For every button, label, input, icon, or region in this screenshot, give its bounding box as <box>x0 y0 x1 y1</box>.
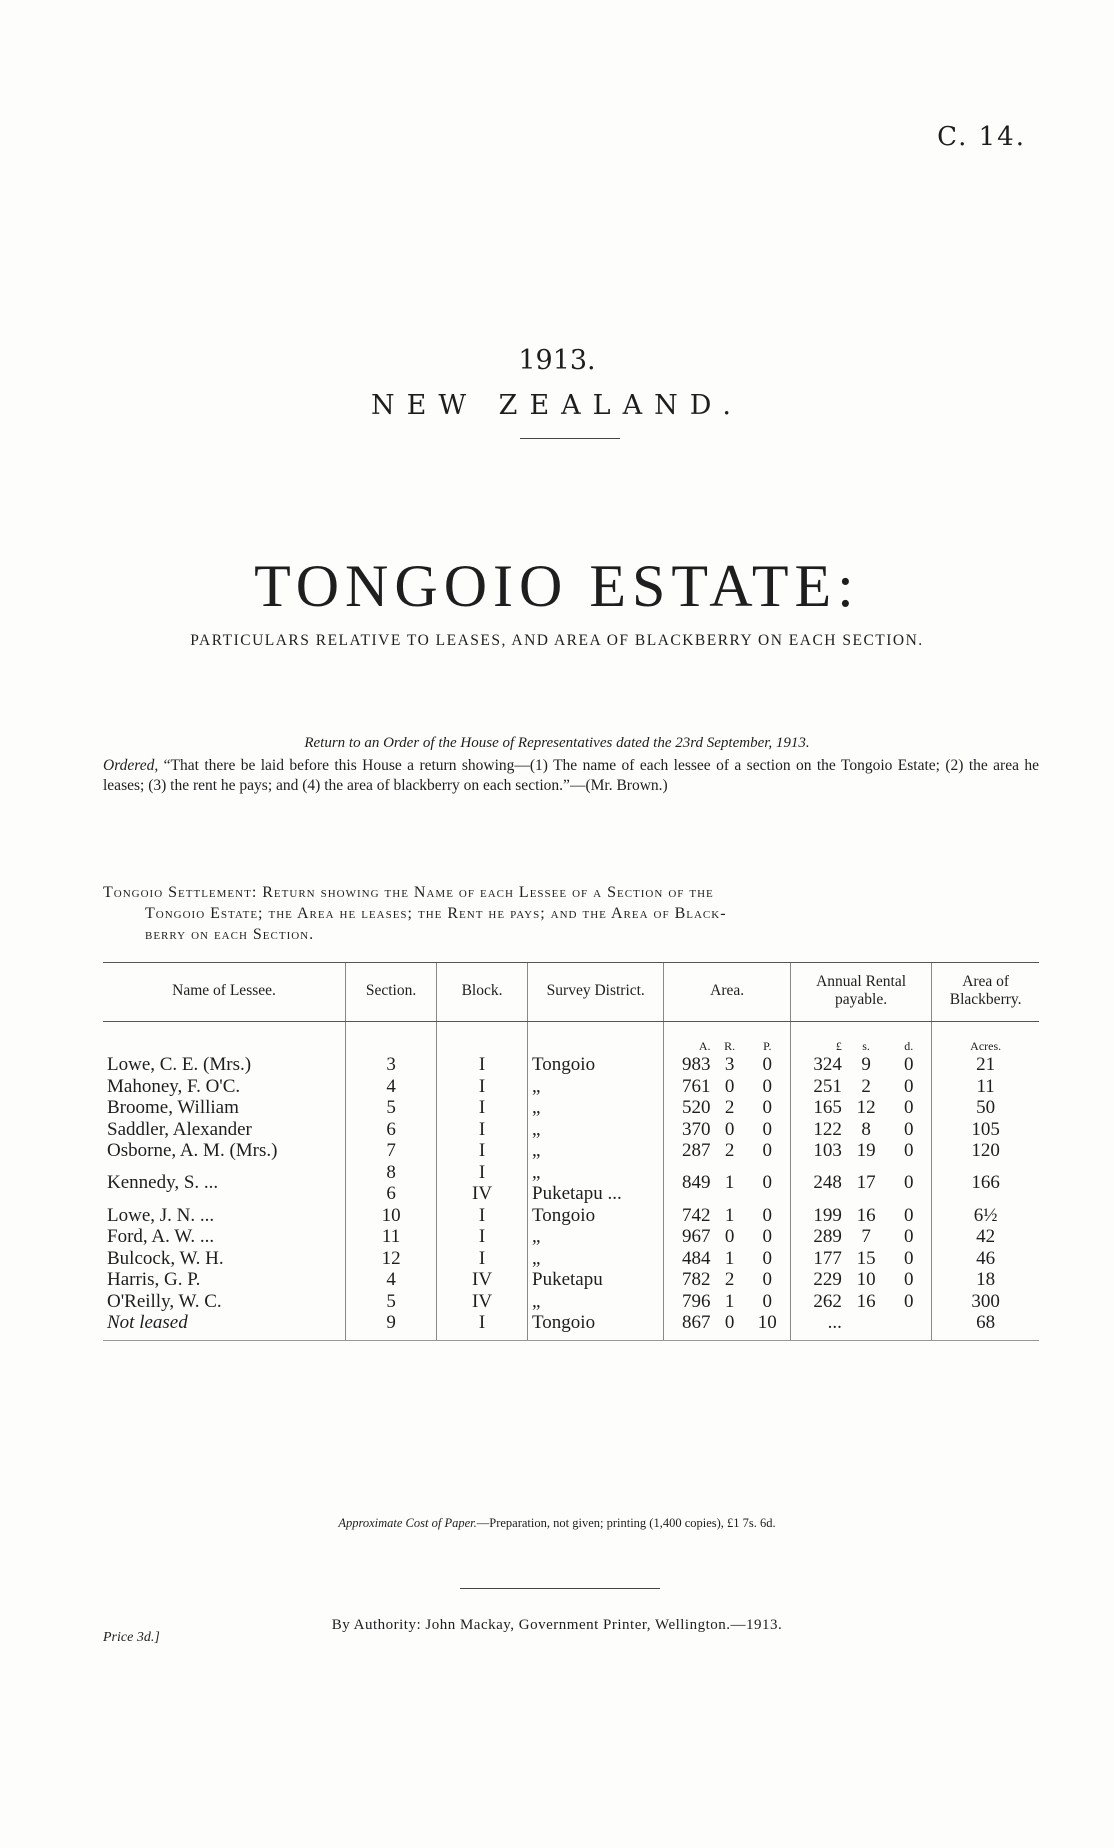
area-acres: 484 <box>664 1248 715 1270</box>
table-row <box>103 1054 1039 1076</box>
district-cell: „ <box>528 1291 664 1313</box>
rent-pence: 0 <box>904 1118 914 1140</box>
lessee-name: O'Reilly, W. C. <box>107 1290 222 1312</box>
district-cell: „ <box>528 1119 664 1141</box>
table-heading-line: berry on each Section. <box>145 926 315 943</box>
block-cell: I <box>437 1097 528 1119</box>
section-cell: 4 <box>346 1269 437 1291</box>
rent-shillings: 16 <box>856 1290 876 1312</box>
table-row <box>103 1248 1039 1270</box>
rent-shillings <box>846 1312 886 1340</box>
rent-shillings: 10 <box>856 1269 876 1290</box>
area-acres: 967 <box>664 1226 715 1248</box>
district-cell: „ <box>528 1076 664 1098</box>
rent-pence <box>886 1312 931 1340</box>
table-row <box>103 1140 1039 1162</box>
cost-label: Approximate Cost of Paper. <box>338 1516 477 1530</box>
rent-pounds: 289 <box>790 1226 846 1248</box>
district-cell-line: Puketapu ... <box>532 1183 622 1204</box>
block-cell: I <box>437 1119 528 1141</box>
ordered-text: “That there be laid before this House a return showing—(1) The name of each lessee of a section on the Tongoio Estate; (2) the area he leases; (3) the rent he pays; and (4) the area of blackberry on each section.”—(Mr. Brown.) <box>103 757 1039 794</box>
block-cell-line: IV <box>472 1183 493 1204</box>
district-cell: Tongoio <box>528 1312 664 1340</box>
lessee-name: Broome, William <box>107 1097 239 1118</box>
unit-shillings: s. <box>862 1039 870 1053</box>
section-cell: 5 <box>346 1291 437 1313</box>
lessee-name: Bulcock, W. H. <box>107 1247 224 1269</box>
rent-pounds: 262 <box>790 1291 846 1313</box>
area-roods: 2 <box>724 1140 735 1161</box>
district-cell <box>528 1162 664 1205</box>
header-area: Area. <box>664 963 790 1022</box>
lessee-name: Saddler, Alexander <box>107 1118 252 1140</box>
header-name: Name of Lessee. <box>103 963 346 1022</box>
area-perches: 0 <box>762 1204 773 1226</box>
rent-pence: 0 <box>904 1269 914 1290</box>
blackberry-acres: 46 <box>932 1248 1039 1270</box>
lessee-name: Mahoney, F. O'C. <box>107 1075 241 1097</box>
rent-pounds: 251 <box>790 1076 846 1098</box>
blackberry-acres: 11 <box>932 1076 1039 1098</box>
section-cell: 4 <box>346 1076 437 1098</box>
lessee-name: Lowe, C. E. (Mrs.) <box>107 1054 252 1075</box>
unit-blackberry-acres: Acres. <box>932 1022 1039 1055</box>
block-cell <box>437 1162 528 1205</box>
area-roods: 0 <box>724 1075 735 1097</box>
block-cell: IV <box>437 1291 528 1313</box>
return-order: Return to an Order of the House of Representatives dated the 23rd September, 1913. <box>304 735 810 751</box>
lessee-name: Harris, G. P. <box>107 1269 201 1290</box>
header-blackberry: Area of Blackberry. <box>932 963 1039 1022</box>
section-cell-line: 8 <box>386 1161 396 1183</box>
printer-authority: By Authority: John Mackay, Government Printer, Wellington.—1913. <box>331 1617 783 1633</box>
block-cell: I <box>437 1312 528 1340</box>
blackberry-acres: 166 <box>932 1162 1039 1205</box>
rent-shillings: 16 <box>856 1204 876 1226</box>
table-row <box>103 1312 1039 1340</box>
area-perches: 0 <box>762 1269 773 1290</box>
blackberry-acres: 120 <box>932 1140 1039 1162</box>
rent-pounds: 122 <box>790 1119 846 1141</box>
rent-shillings: 12 <box>856 1097 876 1118</box>
section-cell: 5 <box>346 1097 437 1119</box>
rent-pence: 0 <box>904 1290 914 1312</box>
rent-pounds: 248 <box>790 1162 846 1205</box>
block-cell-line: I <box>478 1161 486 1183</box>
lessee-name: Lowe, J. N. ... <box>107 1204 215 1226</box>
district-cell: „ <box>528 1248 664 1270</box>
document-reference: C. 14. <box>937 122 1026 152</box>
area-perches: 0 <box>762 1172 773 1194</box>
rent-shillings: 9 <box>861 1054 871 1075</box>
block-cell: I <box>437 1140 528 1162</box>
rent-pence: 0 <box>904 1054 914 1075</box>
unit-pence: d. <box>904 1039 914 1053</box>
blackberry-acres: 105 <box>932 1119 1039 1141</box>
area-acres: 867 <box>664 1312 715 1340</box>
rent-pence: 0 <box>904 1140 914 1161</box>
area-acres: 520 <box>664 1097 715 1119</box>
table-row <box>103 1162 1039 1205</box>
lessee-table <box>103 962 1039 1341</box>
table-row <box>103 1205 1039 1227</box>
table-heading-line: Tongoio Settlement: Return showing the Name of each Lessee of a Section of the <box>103 884 714 901</box>
blackberry-acres: 18 <box>932 1269 1039 1291</box>
area-roods: 2 <box>724 1097 735 1118</box>
header-rental: Annual Rental payable. <box>790 963 932 1022</box>
area-perches: 0 <box>762 1247 773 1269</box>
area-perches: 0 <box>762 1054 773 1075</box>
area-roods: 0 <box>724 1226 735 1247</box>
table-row <box>103 1291 1039 1313</box>
table-header-row <box>103 963 1039 1022</box>
cost-of-paper <box>0 1516 1114 1531</box>
rent-shillings: 19 <box>856 1140 876 1161</box>
price: Price 3d.] <box>103 1630 160 1645</box>
rent-pence: 0 <box>904 1247 914 1269</box>
district-cell: „ <box>528 1140 664 1162</box>
area-acres: 761 <box>664 1076 715 1098</box>
district-cell: Puketapu <box>528 1269 664 1291</box>
area-acres: 782 <box>664 1269 715 1291</box>
rent-shillings: 17 <box>856 1172 876 1194</box>
page-subtitle: PARTICULARS RELATIVE TO LEASES, AND AREA OF BLACKBERRY ON EACH SECTION. <box>190 632 924 649</box>
unit-perches: P. <box>763 1039 772 1053</box>
area-acres: 370 <box>664 1119 715 1141</box>
area-roods: 2 <box>724 1269 735 1290</box>
area-perches: 0 <box>762 1118 773 1140</box>
area-acres: 742 <box>664 1205 715 1227</box>
unit-acres: A. <box>664 1022 715 1055</box>
table-row <box>103 1226 1039 1248</box>
table-heading-line: Tongoio Estate; the Area he leases; the Rent he pays; and the Area of Black- <box>145 905 727 922</box>
header-section: Section. <box>346 963 437 1022</box>
area-roods: 0 <box>715 1312 745 1340</box>
section-cell-line: 6 <box>386 1183 396 1204</box>
blackberry-acres: 68 <box>932 1312 1039 1340</box>
section-cell: 10 <box>346 1205 437 1227</box>
lessee-name: Not leased <box>103 1312 346 1340</box>
table-heading <box>103 882 1039 945</box>
area-roods: 3 <box>724 1054 735 1075</box>
header-district: Survey District. <box>528 963 664 1022</box>
rent-pence: 0 <box>904 1226 914 1247</box>
rent-shillings: 7 <box>861 1226 871 1247</box>
block-cell: I <box>437 1205 528 1227</box>
area-roods: 1 <box>724 1172 735 1194</box>
rent-shillings: 8 <box>861 1118 871 1140</box>
year: 1913. <box>518 345 596 376</box>
block-cell: I <box>437 1076 528 1098</box>
blackberry-acres: 50 <box>932 1097 1039 1119</box>
unit-roods: R. <box>724 1039 736 1053</box>
district-cell: Tongoio <box>528 1205 664 1227</box>
area-roods: 1 <box>724 1204 735 1226</box>
rent-pence: 0 <box>904 1172 914 1194</box>
section-cell: 6 <box>346 1119 437 1141</box>
rent-pounds: 324 <box>790 1054 846 1076</box>
divider <box>460 1588 660 1589</box>
section-cell: 7 <box>346 1140 437 1162</box>
district-cell: „ <box>528 1097 664 1119</box>
rent-pence: 0 <box>904 1075 914 1097</box>
blackberry-acres: 300 <box>932 1291 1039 1313</box>
lessee-name: Ford, A. W. ... <box>107 1226 215 1247</box>
block-cell: I <box>437 1226 528 1248</box>
ordered-lead: Ordered, <box>103 757 159 774</box>
rent-pence: 0 <box>904 1097 914 1118</box>
lessee-name: Kennedy, S. ... <box>107 1172 219 1194</box>
blackberry-acres: 21 <box>932 1054 1039 1076</box>
rent-pounds: 177 <box>790 1248 846 1270</box>
table-row <box>103 1269 1039 1291</box>
rent-pounds: 103 <box>790 1140 846 1162</box>
rent-pounds: 199 <box>790 1205 846 1227</box>
area-roods: 1 <box>724 1247 735 1269</box>
area-perches: 10 <box>745 1312 790 1340</box>
area-perches: 0 <box>762 1097 773 1118</box>
country: NEW ZEALAND. <box>371 390 743 421</box>
section-cell: 12 <box>346 1248 437 1270</box>
table-row <box>103 1119 1039 1141</box>
rent-pence: 0 <box>904 1204 914 1226</box>
rent-pounds: ... <box>790 1312 846 1340</box>
rent-pounds: 229 <box>790 1269 846 1291</box>
area-acres: 796 <box>664 1291 715 1313</box>
area-acres: 983 <box>664 1054 715 1076</box>
divider <box>520 438 620 439</box>
unit-pounds: £ <box>790 1022 846 1055</box>
area-perches: 0 <box>762 1140 773 1161</box>
table-row <box>103 1097 1039 1119</box>
header-block: Block. <box>437 963 528 1022</box>
area-roods: 1 <box>724 1290 735 1312</box>
table-row <box>103 1076 1039 1098</box>
area-acres: 287 <box>664 1140 715 1162</box>
block-cell: I <box>437 1054 528 1076</box>
district-cell: „ <box>528 1226 664 1248</box>
blackberry-acres: 6½ <box>932 1205 1039 1227</box>
area-perches: 0 <box>762 1290 773 1312</box>
units-row <box>103 1022 1039 1055</box>
rent-shillings: 2 <box>861 1075 871 1097</box>
district-cell-line: „ <box>532 1161 541 1183</box>
block-cell: I <box>437 1248 528 1270</box>
section-cell <box>346 1162 437 1205</box>
blackberry-acres: 42 <box>932 1226 1039 1248</box>
area-acres: 849 <box>664 1162 715 1205</box>
cost-text: —Preparation, not given; printing (1,400 copies), £1 7s. 6d. <box>476 1516 776 1530</box>
rent-pounds: 165 <box>790 1097 846 1119</box>
lessee-name: Osborne, A. M. (Mrs.) <box>107 1140 278 1161</box>
ordered-paragraph <box>103 756 1039 796</box>
section-cell: 9 <box>346 1312 437 1340</box>
area-perches: 0 <box>762 1226 773 1247</box>
district-cell: Tongoio <box>528 1054 664 1076</box>
page-title: TONGOIO ESTATE: <box>254 553 860 619</box>
area-roods: 0 <box>724 1118 735 1140</box>
rent-shillings: 15 <box>856 1247 876 1269</box>
block-cell: IV <box>437 1269 528 1291</box>
section-cell: 3 <box>346 1054 437 1076</box>
area-perches: 0 <box>762 1075 773 1097</box>
section-cell: 11 <box>346 1226 437 1248</box>
